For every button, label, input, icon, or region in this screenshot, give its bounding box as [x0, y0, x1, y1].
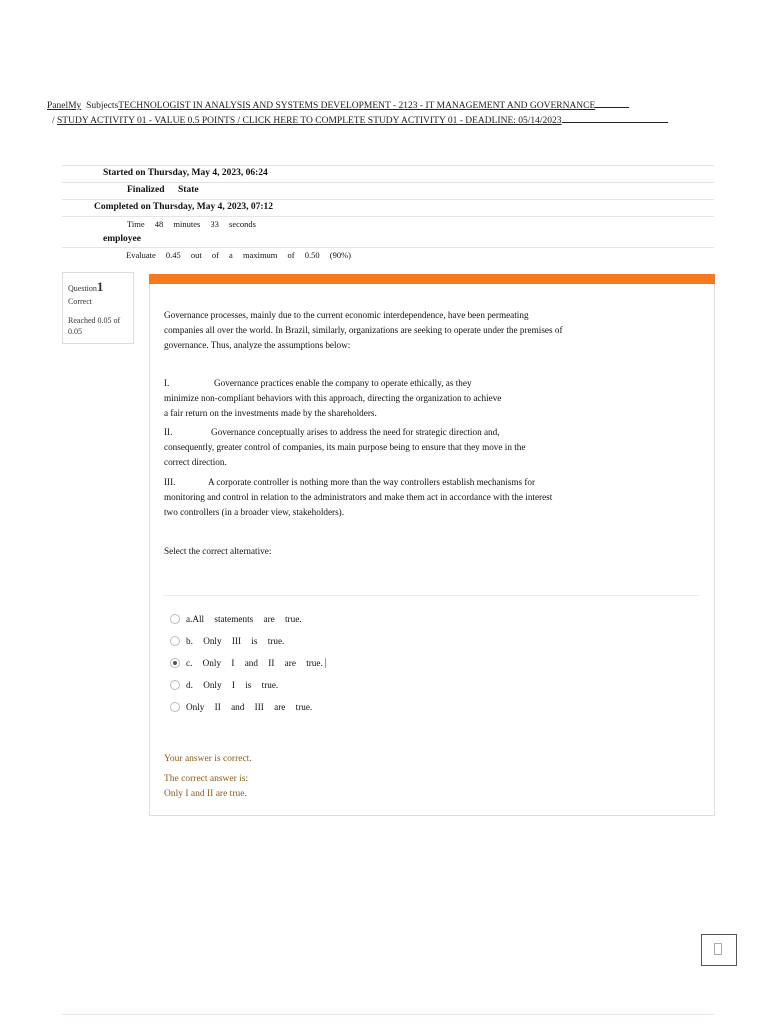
- breadcrumb-my-link[interactable]: My: [68, 101, 82, 111]
- breadcrumb-separator: /: [52, 116, 55, 126]
- question-mark: Reached 0.05 of 0.05: [68, 316, 121, 336]
- statement-1-line: [164, 376, 501, 391]
- started-label: Started on Thursday, May 4, 2023, 06:24: [103, 168, 268, 178]
- arrow-up-icon: [714, 943, 722, 955]
- statement-3: [164, 475, 552, 520]
- statement-2-line: [164, 425, 525, 440]
- option-e-radio[interactable]: [170, 702, 180, 712]
- completed-label: Completed on Thursday, May 4, 2023, 07:12: [94, 202, 274, 212]
- option-d[interactable]: [170, 680, 278, 690]
- question-intro: [164, 308, 563, 353]
- question-prompt: Select the correct alternative:: [164, 546, 272, 556]
- intro-line: Governance processes, mainly due to the current economic interdependence, have been permeating: [164, 310, 529, 320]
- evaluate-value: Evaluate 0.45 out of a maximum of 0.50 (90%): [126, 250, 351, 260]
- employee-label: employee: [103, 234, 141, 244]
- breadcrumb-underline-filler: [595, 99, 629, 108]
- time-value: Time 48 minutes 33 seconds: [127, 219, 256, 229]
- question-label: [68, 279, 103, 295]
- option-e[interactable]: [170, 702, 312, 712]
- option-b[interactable]: [170, 636, 284, 646]
- statement-3-line: monitoring and control in relation to the administrators and make them act in accordance with the interest: [164, 492, 553, 502]
- option-b-radio[interactable]: [170, 636, 180, 646]
- option-d-radio[interactable]: [170, 680, 180, 690]
- statement-2: [164, 425, 525, 470]
- option-c[interactable]: [170, 658, 326, 668]
- breadcrumb-subjects: Subjects: [86, 101, 119, 111]
- breadcrumb-line-2: [52, 114, 668, 126]
- back-to-top-button[interactable]: [701, 934, 737, 966]
- option-c-caret: [325, 658, 326, 668]
- question-status: Correct: [68, 297, 92, 306]
- statement-2-text: Governance conceptually arises to address the need for strategic direction and,: [211, 427, 500, 437]
- statement-1-text: Governance practices enable the company to operate ethically, as they: [214, 378, 472, 388]
- question-number: 1: [96, 279, 104, 294]
- breadcrumb-panel-link[interactable]: Panel: [47, 101, 69, 111]
- statement-1-line: a fair return on the investments made by the shareholders.: [164, 408, 377, 418]
- summary-row-evaluate: [62, 247, 714, 265]
- statement-3-numeral: III.: [164, 477, 176, 487]
- options-divider: [163, 595, 699, 596]
- summary-row-completed: [62, 199, 714, 217]
- state-label: Finalized: [127, 185, 165, 195]
- statement-1-numeral: I.: [164, 378, 170, 388]
- option-e-label[interactable]: Only II and III are true.: [186, 702, 313, 712]
- intro-line: companies all over the world. In Brazil, similarly, organizations are seeking to operate under the premises of: [164, 325, 563, 335]
- breadcrumb-underline-filler-2: [562, 114, 668, 123]
- statement-1: [164, 376, 501, 421]
- question-label-text: Question: [68, 284, 97, 293]
- breadcrumb: [47, 99, 629, 111]
- statement-2-line: correct direction.: [164, 457, 227, 467]
- intro-line: governance. Thus, analyze the assumptions below:: [164, 340, 351, 350]
- summary-row-started: [62, 165, 714, 183]
- breadcrumb-course-link[interactable]: TECHNOLOGIST IN ANALYSIS AND SYSTEMS DEVELOPMENT - 2123 - IT MANAGEMENT AND GOVERNANCE: [118, 101, 596, 111]
- state-value: State: [178, 185, 199, 195]
- option-b-label[interactable]: b. Only III is true.: [186, 636, 285, 646]
- summary-row-state: [62, 182, 714, 200]
- question-info: [62, 272, 134, 344]
- breadcrumb-activity-link[interactable]: STUDY ACTIVITY 01 - VALUE 0.5 POINTS / CLICK HERE TO COMPLETE STUDY ACTIVITY 01 - DEADLINE: 05/14/2023: [57, 116, 562, 126]
- feedback-result: Your answer is correct.: [164, 754, 252, 764]
- feedback-correct-label: The correct answer is:: [164, 774, 249, 784]
- bottom-divider: [62, 1014, 714, 1015]
- statement-2-line: consequently, greater control of companies, its main purpose being to ensure that they move in the: [164, 442, 526, 452]
- summary-row-time: [62, 216, 714, 248]
- option-c-label[interactable]: c. Only I and II are true.: [186, 658, 323, 668]
- option-a-radio[interactable]: [170, 614, 180, 624]
- feedback-correct-answer: Only I and II are true.: [164, 789, 247, 799]
- option-d-label[interactable]: d. Only I is true.: [186, 680, 279, 690]
- statement-2-numeral: II.: [164, 427, 173, 437]
- option-a-label[interactable]: a.All statements are true.: [186, 614, 302, 624]
- statement-1-line: minimize non-compliant behaviors with this approach, directing the organization to achieve: [164, 393, 502, 403]
- statement-3-line: [164, 475, 552, 490]
- option-c-radio[interactable]: [170, 658, 180, 668]
- question-header-bar: [149, 274, 715, 284]
- option-a[interactable]: [170, 614, 302, 624]
- statement-3-line: two controllers (in a broader view, stakeholders).: [164, 507, 345, 517]
- statement-3-text: A corporate controller is nothing more than the way controllers establish mechanisms for: [208, 477, 536, 487]
